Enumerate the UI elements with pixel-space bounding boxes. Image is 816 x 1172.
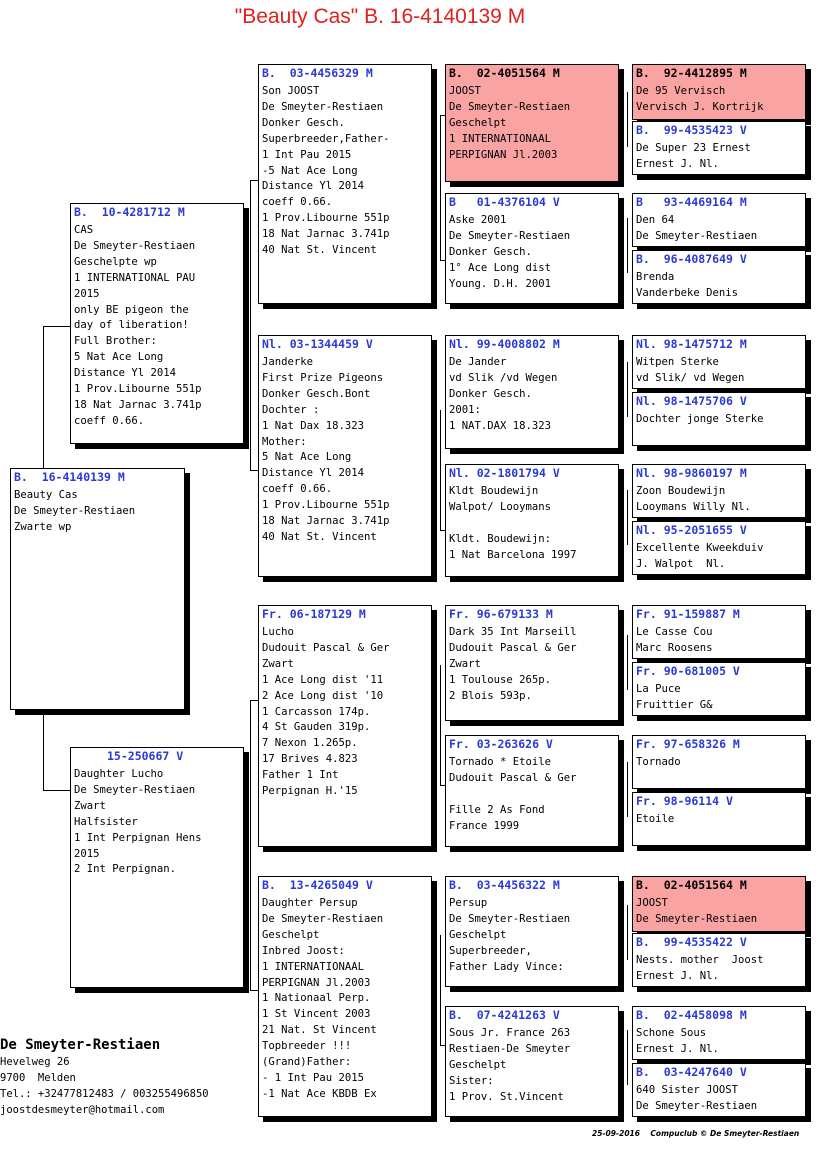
ring-number: B. 10-4281712 M: [74, 205, 185, 219]
pigeon-card-gen3-2: [445, 193, 619, 304]
pigeon-details: 640 Sister JOOST De Smeyter-Restiaen: [636, 1084, 758, 1112]
owner-name: De Smeyter-Restiaen: [0, 1037, 161, 1053]
pigeon-card-dam-dam: [258, 876, 432, 1117]
pigeon-card-gen4-11: [632, 735, 806, 789]
pigeon-card-gen4-1: [632, 64, 806, 120]
pigeon-card-gen3-4: [445, 464, 619, 577]
connector: [440, 115, 441, 260]
pigeon-card-gen4-6: [632, 392, 806, 446]
ring-number: Fr. 90-681005 V: [636, 664, 740, 678]
pigeon-card-gen4-14: [632, 933, 806, 987]
pigeon-details: De 95 Vervisch Vervisch J. Kortrijk: [636, 85, 764, 113]
pigeon-details: CAS De Smeyter-Restiaen Geschelpte wp 1 INTERNATIONAL PAU 2015 only BE pigeon the day of liberation! Full Brother: 5 Nat Ace Long Distance Yl 2014 1 Prov.Libourne 551p 18 Nat Jarnac 3.741p coeff 0.66.: [74, 224, 202, 427]
connector: [627, 490, 628, 545]
ring-number: Fr. 98-96114 V: [636, 794, 733, 808]
connector: [627, 92, 628, 147]
pigeon-details: Dark 35 Int Marseill Dudouit Pascal & Ger Zwart 1 Toulouse 265p. 2 Blois 593p.: [449, 626, 577, 702]
ring-number: B. 02-4051564 M: [636, 878, 747, 892]
pigeon-details: Sous Jr. France 263 Restiaen-De Smeyter Geschelpt Sister: 1 Prov. St.Vincent: [449, 1027, 571, 1103]
pigeon-card-gen3-7: [445, 876, 619, 987]
pigeon-card-gen4-15: [632, 1006, 806, 1060]
pigeon-card-sire-sire: [258, 64, 432, 304]
owner-email: joostdesmeyter@hotmail.com: [0, 1104, 165, 1116]
pigeon-card-dam-sire: [258, 605, 432, 847]
connector: [440, 665, 441, 785]
pigeon-card-gen4-16: [632, 1063, 806, 1117]
owner-contact: [0, 1036, 209, 1118]
ring-number: Fr. 96-679133 M: [449, 607, 553, 621]
pigeon-details: Daughter Lucho De Smeyter-Restiaen Zwart Halfsister 1 Int Perpignan Hens 2015 2 Int Perpignan.: [74, 768, 202, 876]
connector: [43, 790, 70, 791]
connector: [627, 218, 628, 273]
connector: [43, 326, 70, 327]
ring-number: B. 16-4140139 M: [14, 470, 125, 484]
pigeon-details: Dochter jonge Sterke: [636, 413, 764, 425]
ring-number: B. 96-4087649 V: [636, 252, 747, 266]
pigeon-card-gen4-13: [632, 876, 806, 932]
pigeon-card-gen4-3: [632, 193, 806, 247]
pigeon-details: Witpen Sterke vd Slik/ vd Wegen: [636, 356, 745, 384]
connector: [627, 1030, 628, 1085]
ring-number: B. 02-4458098 M: [636, 1008, 747, 1022]
connector: [627, 762, 628, 817]
ring-number: B. 02-4051564 M: [449, 66, 560, 80]
pigeon-card-gen3-1: [445, 64, 619, 182]
ring-number: Fr. 06-187129 M: [262, 607, 366, 621]
pigeon-card-gen3-6: [445, 735, 619, 847]
pigeon-details: Excellente Kweekduiv J. Walpot Nl.: [636, 542, 764, 570]
pigeon-card-subject: [10, 468, 185, 710]
ring-number: Nl. 98-1475706 V: [636, 394, 747, 408]
pigeon-card-gen4-12: [632, 792, 806, 846]
pigeon-details: Lucho Dudouit Pascal & Ger Zwart 1 Ace Long dist '11 2 Ace Long dist '10 1 Carcasson 174p. 4 St Gauden 319p. 7 Nexon 1.265p. 17 Brives 4.823 Father 1 Int Perpignan H.'15: [262, 626, 390, 798]
pigeon-details: JOOST De Smeyter-Restiaen Geschelpt 1 INTERNATIONAAL PERPIGNAN Jl.2003: [449, 85, 571, 161]
pigeon-card-gen4-2: [632, 121, 806, 175]
ring-number: B. 07-4241263 V: [449, 1008, 560, 1022]
ring-number: B 01-4376104 V: [449, 195, 560, 209]
pigeon-details: Etoile: [636, 813, 675, 825]
ring-number: B 93-4469164 M: [636, 195, 747, 209]
ring-number: B. 03-4456329 M: [262, 66, 373, 80]
pigeon-details: Beauty Cas De Smeyter-Restiaen Zwarte wp: [14, 489, 136, 533]
pigeon-card-gen4-4: [632, 250, 806, 304]
ring-number: Nl. 98-1475712 M: [636, 337, 747, 351]
ring-number: B. 92-4412895 M: [636, 66, 747, 80]
connector: [627, 905, 628, 960]
ring-number: B. 99-4535422 V: [636, 935, 747, 949]
pigeon-card-sire-dam: [258, 335, 432, 577]
connector: [250, 180, 258, 181]
connector: [627, 362, 628, 417]
ring-number: Fr. 91-159887 M: [636, 607, 740, 621]
pigeon-details: Persup De Smeyter-Restiaen Geschelpt Superbreeder, Father Lady Vince:: [449, 897, 571, 973]
connector: [440, 410, 441, 530]
pigeon-details: Brenda Vanderbeke Denis: [636, 271, 739, 299]
pigeon-details: Le Casse Cou Marc Roosens: [636, 626, 713, 654]
connector: [440, 935, 441, 1045]
ring-number: B. 03-4456322 M: [449, 878, 560, 892]
owner-street: Hevelweg 26: [0, 1056, 70, 1068]
pigeon-card-gen4-10: [632, 662, 806, 716]
pigeon-details: Tornado: [636, 756, 681, 768]
ring-number: Nl. 98-9860197 M: [636, 466, 747, 480]
pigeon-details: La Puce Fruittier G&: [636, 683, 713, 711]
pigeon-card-dam: [70, 747, 244, 988]
pigeon-details: De Jander vd Slik /vd Wegen Donker Gesch. 2001: 1 NAT.DAX 18.323: [449, 356, 558, 432]
connector: [250, 700, 258, 701]
pigeon-details: Son JOOST De Smeyter-Restiaen Donker Gesch. Superbreeder,Father- 1 Int Pau 2015 -5 Nat Ace Long Distance Yl 2014 coeff 0.66. 1 Prov.Libourne 551p 18 Nat Jarnac 3.741p 40 Nat St. Vincent: [262, 85, 390, 257]
connector: [627, 635, 628, 690]
ring-number: Fr. 03-263626 V: [449, 737, 553, 751]
connector: [250, 700, 251, 990]
pigeon-details: Aske 2001 De Smeyter-Restiaen Donker Gesch. 1° Ace Long dist Young. D.H. 2001: [449, 214, 571, 290]
pigeon-card-gen4-5: [632, 335, 806, 389]
pigeon-details: Daughter Persup De Smeyter-Restiaen Geschelpt Inbred Joost: 1 INTERNATIONAAL PERPIGNAN Jl.2003 1 Nationaal Perp. 1 St Vincent 2003 21 Nat. St Vincent Topbreeder !!! (Grand)Father: - 1 Int Pau 2015 -1 Nat Ace KBDB Ex: [262, 897, 384, 1100]
pigeon-details: De Super 23 Ernest Ernest J. Nl.: [636, 142, 751, 170]
ring-number: Fr. 97-658326 M: [636, 737, 740, 751]
connector: [250, 990, 258, 991]
ring-number: Nl. 95-2051655 V: [636, 523, 747, 537]
pedigree-title: "Beauty Cas" B. 16-4140139 M: [234, 5, 526, 28]
pigeon-details: Kldt Boudewijn Walpot/ Looymans Kldt. Boudewijn: 1 Nat Barcelona 1997: [449, 485, 577, 561]
pigeon-details: Den 64 De Smeyter-Restiaen: [636, 214, 758, 242]
owner-city: 9700 Melden: [0, 1072, 76, 1084]
pigeon-card-gen4-8: [632, 521, 806, 575]
pigeon-details: Schone Sous Ernest J. Nl.: [636, 1027, 719, 1055]
print-stamp: 25-09-2016 Compuclub © De Smeyter-Restiaen: [592, 1129, 800, 1138]
pigeon-card-gen3-5: [445, 605, 619, 721]
pigeon-details: Tornado * Etoile Dudouit Pascal & Ger Fille 2 As Fond France 1999: [449, 756, 577, 832]
pigeon-details: JOOST De Smeyter-Restiaen: [636, 897, 758, 925]
ring-number: Nl. 02-1801794 V: [449, 466, 560, 480]
owner-phone: Tel.: +32477812483 / 003255496850: [0, 1088, 209, 1100]
connector: [250, 470, 258, 471]
ring-number: Nl. 03-1344459 V: [262, 337, 373, 351]
pigeon-details: Janderke First Prize Pigeons Donker Gesch.Bont Dochter : 1 Nat Dax 18.323 Mother: 5 Nat Ace Long Distance Yl 2014 coeff 0.66. 1 Prov.Libourne 551p 18 Nat Jarnac 3.741p 40 Nat St. Vincent: [262, 356, 390, 543]
ring-number: Nl. 99-4008802 M: [449, 337, 560, 351]
pigeon-details: Nests. mother Joost Ernest J. Nl.: [636, 954, 764, 982]
connector: [250, 180, 251, 470]
connector: [43, 326, 44, 470]
ring-number: B. 13-4265049 V: [262, 878, 373, 892]
ring-number: 15-250667 V: [107, 749, 184, 763]
pigeon-card-gen3-3: [445, 335, 619, 449]
pigeon-details: Zoon Boudewijn Looymans Willy Nl.: [636, 485, 751, 513]
pigeon-card-gen4-7: [632, 464, 806, 518]
ring-number: B. 99-4535423 V: [636, 123, 747, 137]
pigeon-card-gen4-9: [632, 605, 806, 659]
pigeon-card-gen3-8: [445, 1006, 619, 1117]
connector: [43, 712, 44, 790]
pigeon-card-sire: [70, 203, 244, 444]
ring-number: B. 03-4247640 V: [636, 1065, 747, 1079]
